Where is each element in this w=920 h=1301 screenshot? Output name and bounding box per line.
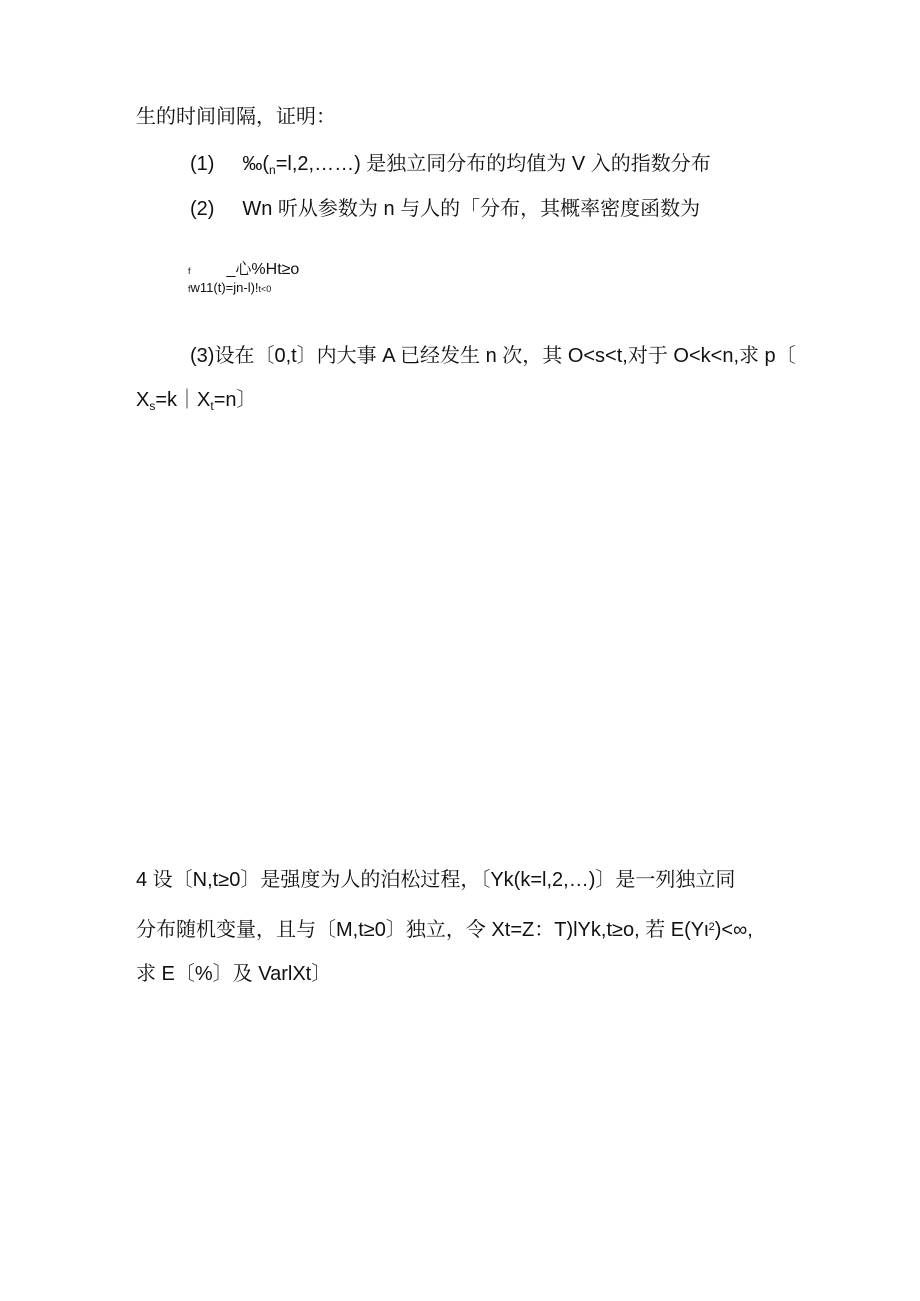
subscript: n [269,163,276,177]
formula-condition: t<0 [258,284,272,294]
text-line [136,915,753,942]
text-segment: =k｜X [155,389,211,411]
text-line [190,343,796,368]
text-line [136,388,257,418]
text-line [136,962,331,986]
text-segment: (3)设在〔0,t〕内大事 A 已经发生 n 次，其 O<s<t,对于 O<k<n,求 p〔 [190,345,796,367]
item-number: (2) [190,198,215,220]
item-number: (1) [190,153,215,175]
subscript: t [210,399,214,413]
text-segment: 求 E〔%〕及 VarlXt〕 [136,963,332,985]
text-segment: Wn 听从参数为 n 与人的「分布，其概率密度函数为 [242,198,701,220]
formula-text: _心%Ht≥o [226,261,300,278]
text-segment: 生的时间间隔，证明： [136,104,336,128]
text-segment: =n〕 [213,389,257,411]
text-segment: 分布随机变量，且与〔M,t≥0〕独立，令 Xt=Z：T)lYk,t≥o, 若 E(Yι [136,919,709,941]
formula-line [188,280,271,297]
text-segment: 4 设〔N,t≥0〕是强度为人的泊松过程，〔Yk(k=l,2,…)〕是一列独立同 [136,869,736,891]
text-line [136,868,735,892]
superscript: 2 [708,921,715,933]
list-item [190,196,700,221]
text-segment: ‰( [242,153,270,175]
subscript: s [149,399,156,413]
text-segment: X [136,389,150,411]
formula-brace: f [188,284,191,294]
list-item [190,151,711,182]
formula-text: w11(t)=jn-l)! [190,280,259,295]
formula-line [188,262,299,279]
text-segment: =l,2,……) 是独立同分布的均值为 V 入的指数分布 [275,153,711,175]
text-line [136,104,336,128]
text-segment: )<∞, [714,919,753,941]
formula-brace: f [188,266,191,276]
